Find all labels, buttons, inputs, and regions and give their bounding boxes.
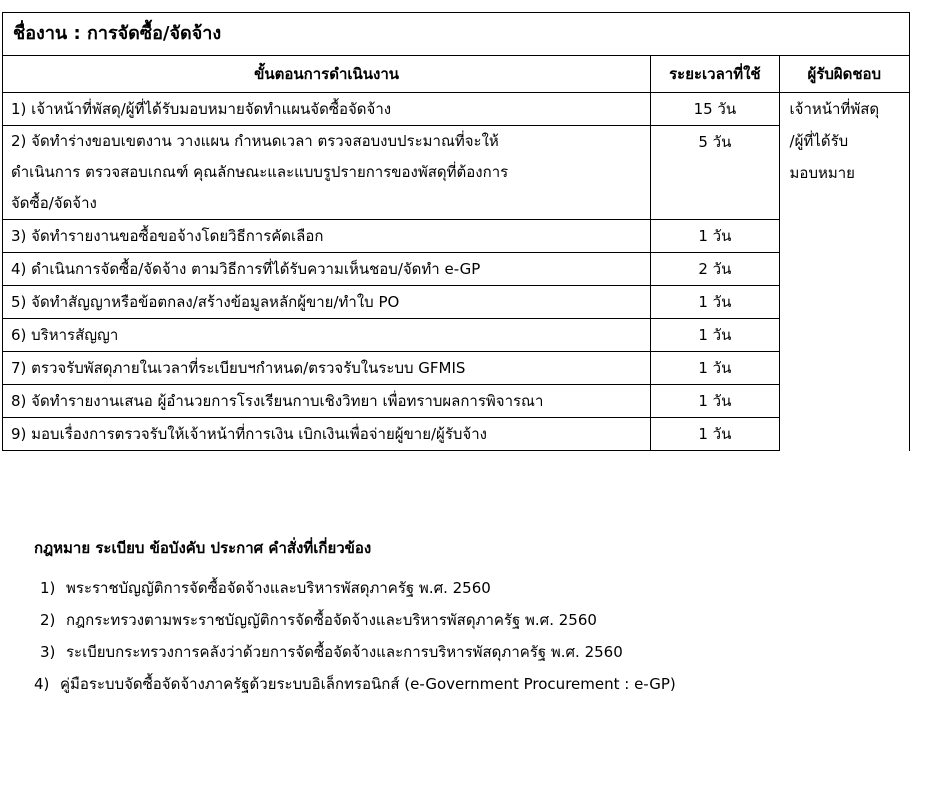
step-text: 5) จัดทำสัญญาหรือข้อตกลง/สร้างข้อมูลหลักผู้ขาย/ทำใบ PO (3, 286, 651, 319)
list-item-text: คู่มือระบบจัดซื้อจัดจ้างภาครัฐด้วยระบบอิเล็กทรอนิกส์ (e-Government Procurement : e-GP) (60, 675, 676, 693)
header-row (3, 56, 910, 93)
list-item-number: 1) (40, 579, 56, 597)
step-duration: 1 วัน (651, 385, 779, 418)
list-item (34, 668, 676, 700)
list-item (34, 572, 676, 604)
list-item-text: ระเบียบกระทรวงการคลังว่าด้วยการจัดซื้อจัดจ้างและการบริหารพัสดุภาครัฐ พ.ศ. 2560 (66, 643, 623, 661)
step-duration: 15 วัน (651, 93, 779, 126)
procedure-table (2, 12, 910, 451)
responsible-cell (779, 93, 909, 451)
table-row (3, 352, 910, 385)
work-title: ชื่องาน : การจัดซื้อ/จัดจ้าง (3, 13, 910, 56)
list-item-text: พระราชบัญญัติการจัดซื้อจัดจ้างและบริหารพัสดุภาครัฐ พ.ศ. 2560 (66, 579, 491, 597)
step-duration: 1 วัน (651, 418, 779, 451)
step-text-line: 2) จัดทำร่างขอบเขตงาน วางแผน กำหนดเวลา ตรวจสอบงบประมาณที่จะให้ (11, 132, 499, 150)
table-row (3, 418, 910, 451)
table-row (3, 319, 910, 352)
step-text: 3) จัดทำรายงานขอซื้อขอจ้างโดยวิธีการคัดเลือก (3, 220, 651, 253)
list-item-number: 2) (40, 611, 56, 629)
list-item-text: กฎกระทรวงตามพระราชบัญญัติการจัดซื้อจัดจ้างและบริหารพัสดุภาครัฐ พ.ศ. 2560 (66, 611, 597, 629)
step-text: 7) ตรวจรับพัสดุภายในเวลาที่ระเบียบฯกำหนด/ตรวจรับในระบบ GFMIS (3, 352, 651, 385)
table-row (3, 220, 910, 253)
related-laws-list (34, 572, 676, 700)
step-text: 8) จัดทำรายงานเสนอ ผู้อำนวยการโรงเรียนกาบเชิงวิทยา เพื่อทราบผลการพิจารณา (3, 385, 651, 418)
step-text: 1) เจ้าหน้าที่พัสดุ/ผู้ที่ได้รับมอบหมายจัดทำแผนจัดซื้อจัดจ้าง (3, 93, 651, 126)
responsible-line: เจ้าหน้าที่พัสดุ (789, 100, 880, 118)
list-item-number: 4) (34, 675, 50, 693)
responsible-line: /ผู้ที่ได้รับ (789, 132, 849, 150)
step-text-line: ดำเนินการ ตรวจสอบเกณฑ์ คุณลักษณะและแบบรูปรายการของพัสดุที่ต้องการ (11, 163, 509, 181)
responsible-line: มอบหมาย (789, 164, 855, 182)
header-step: ขั้นตอนการดำเนินงาน (3, 56, 651, 93)
step-text: 6) บริหารสัญญา (3, 319, 651, 352)
step-duration: 1 วัน (651, 220, 779, 253)
list-item (34, 604, 676, 636)
step-duration: 5 วัน (651, 126, 779, 220)
title-row (3, 13, 910, 56)
table-row (3, 93, 910, 126)
step-text-line: จัดซื้อ/จัดจ้าง (11, 194, 97, 212)
step-duration: 2 วัน (651, 253, 779, 286)
table-row (3, 126, 910, 220)
list-item-number: 3) (40, 643, 56, 661)
header-responsible: ผู้รับผิดชอบ (779, 56, 909, 93)
step-text: 4) ดำเนินการจัดซื้อ/จัดจ้าง ตามวิธีการที่ได้รับความเห็นชอบ/จัดทำ e-GP (3, 253, 651, 286)
related-laws-section (34, 536, 676, 700)
table-row (3, 286, 910, 319)
table-row (3, 253, 910, 286)
step-text: 9) มอบเรื่องการตรวจรับให้เจ้าหน้าที่การเงิน เบิกเงินเพื่อจ่ายผู้ขาย/ผู้รับจ้าง (3, 418, 651, 451)
step-duration: 1 วัน (651, 286, 779, 319)
step-duration: 1 วัน (651, 352, 779, 385)
table-row (3, 385, 910, 418)
step-duration: 1 วัน (651, 319, 779, 352)
list-item (34, 636, 676, 668)
related-laws-heading: กฎหมาย ระเบียบ ข้อบังคับ ประกาศ คำสั่งที่เกี่ยวข้อง (34, 539, 372, 557)
header-duration: ระยะเวลาที่ใช้ (651, 56, 779, 93)
step-text (3, 126, 651, 220)
